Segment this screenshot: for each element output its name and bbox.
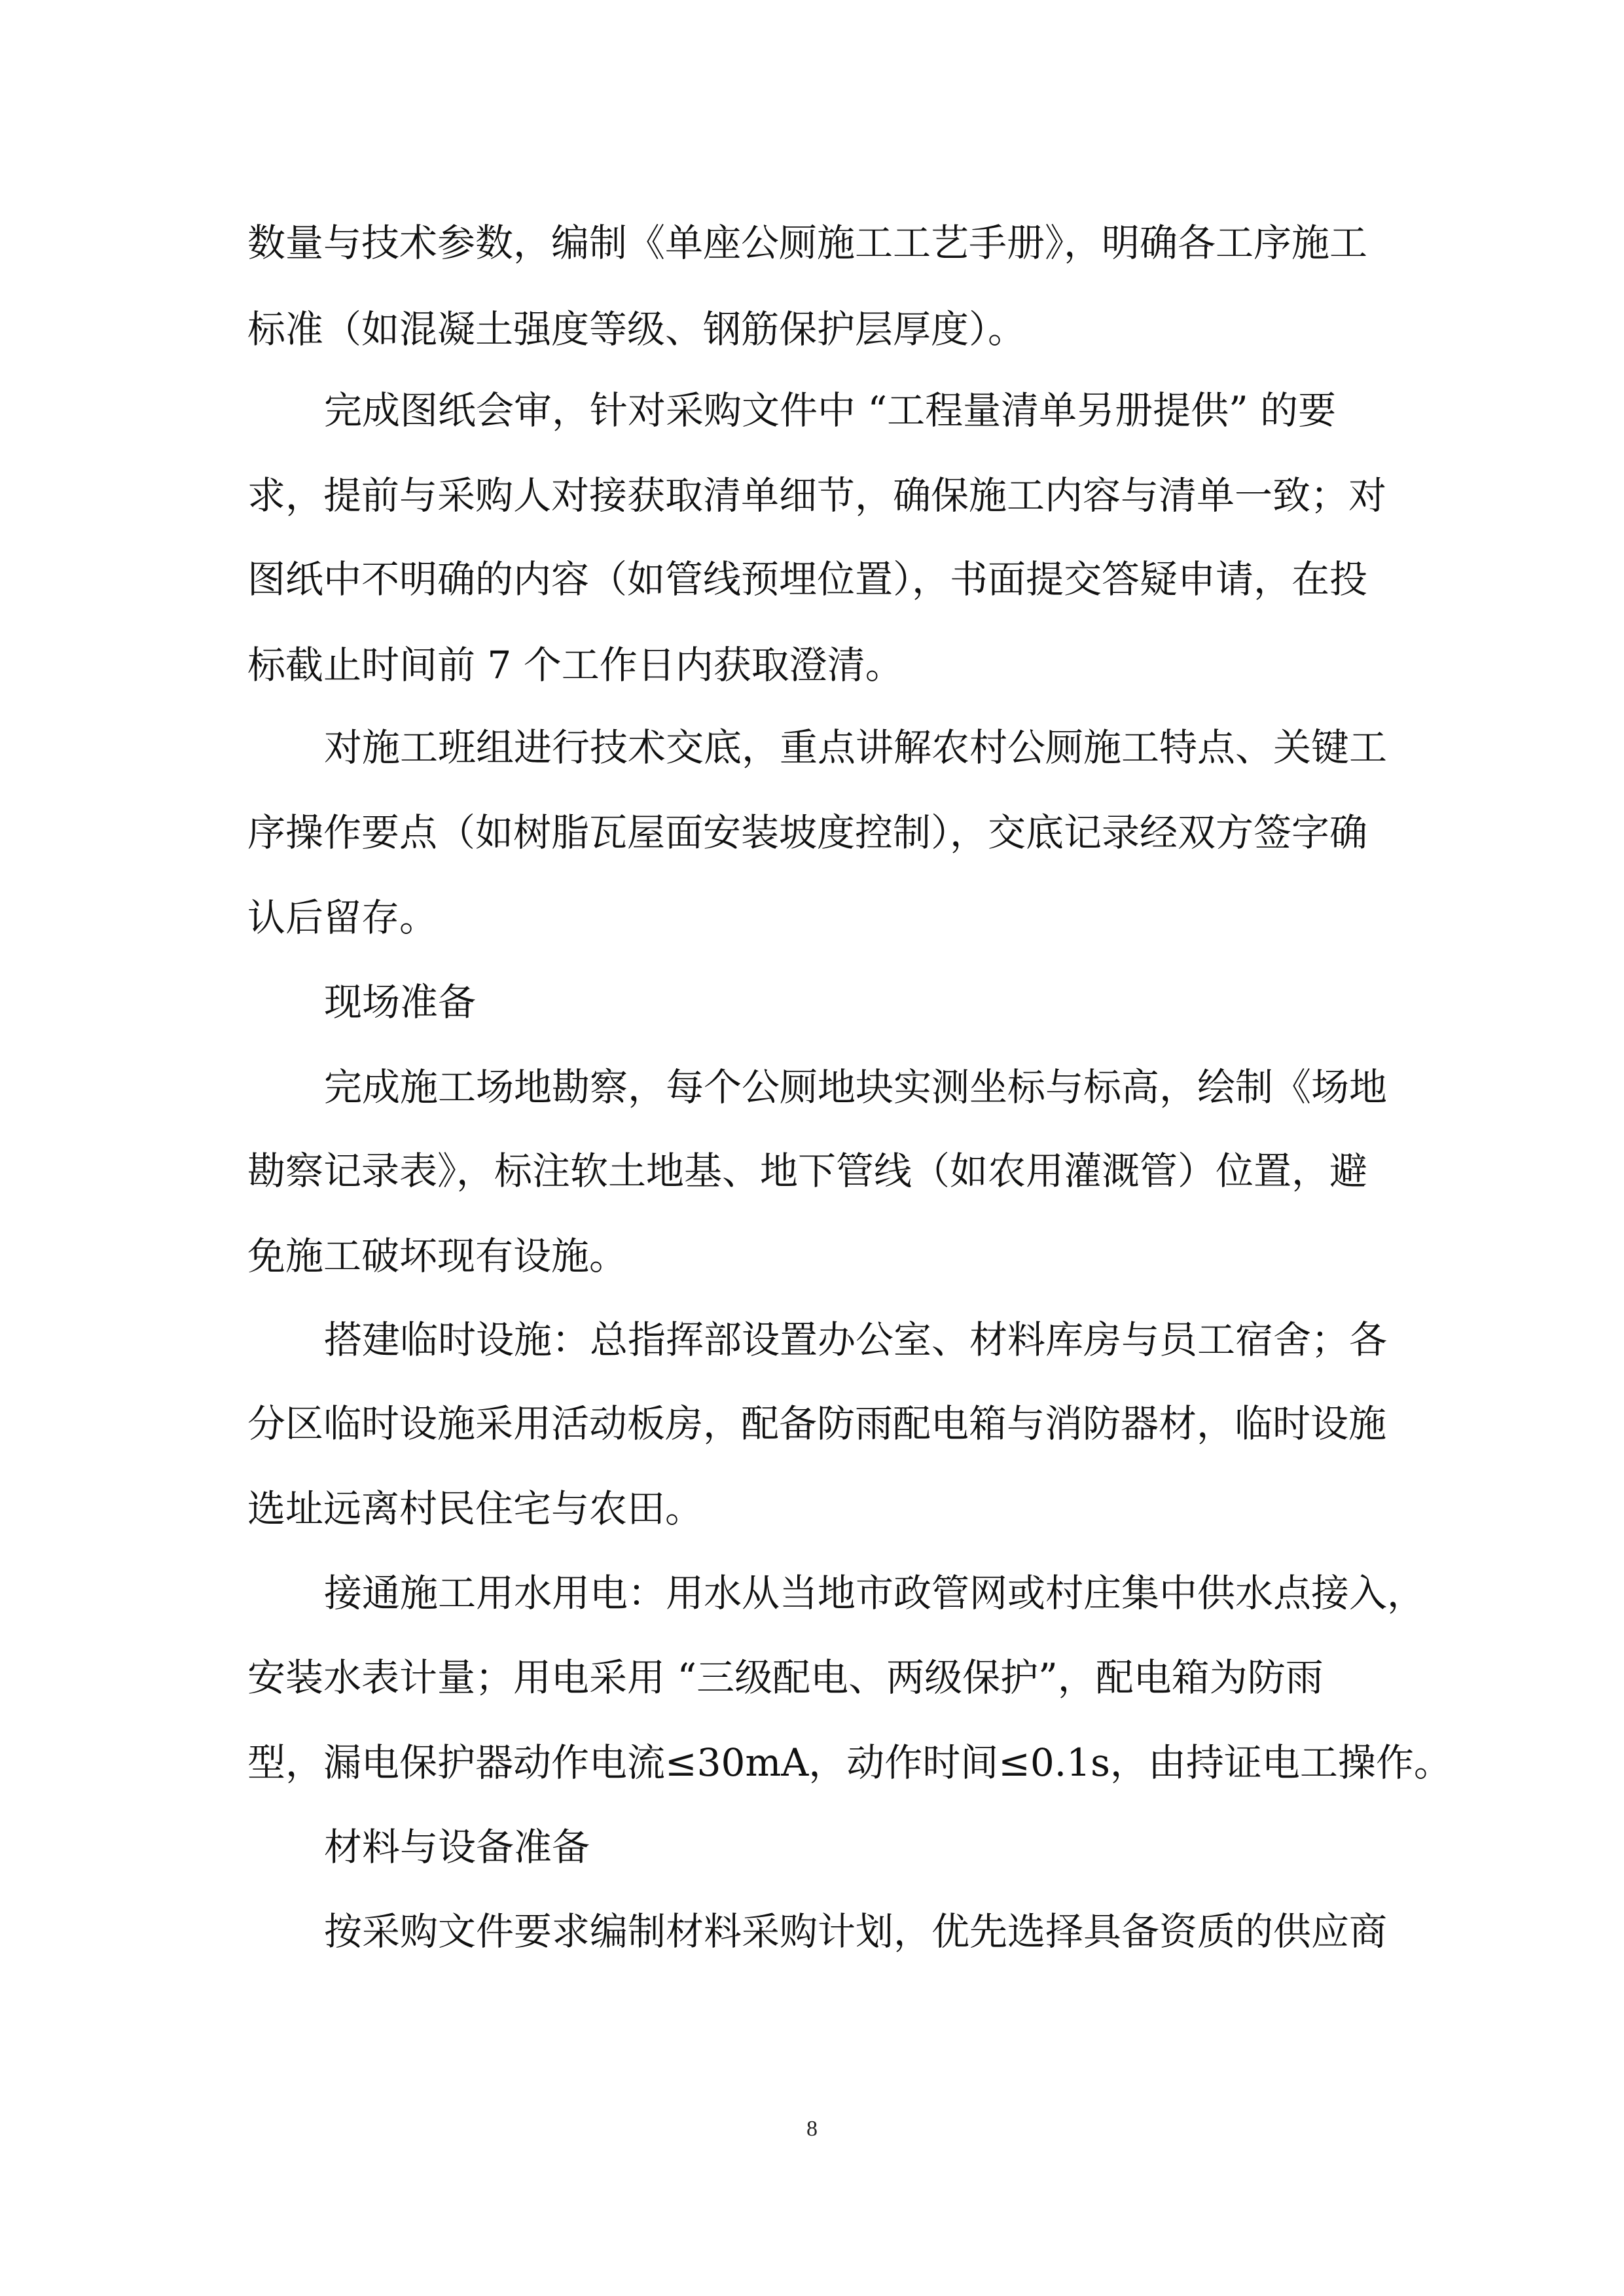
text-line-13: 免施工破坏现有设施。 [247,1234,628,1278]
text-line-1: 数量与技术参数，编制《单座公厕施工工艺手册》，明确各工序施工 [247,221,1368,265]
section-heading-site-preparation: 现场准备 [324,980,477,1024]
text-line-16: 选址远离村民住宅与农田。 [247,1486,704,1531]
text-line-12: 勘察记录表》，标注软土地基、地下管线（如农用灌溉管）位置，避 [247,1149,1368,1193]
text-line-3: 完成图纸会审，针对采购文件中 “工程量清单另册提供” 的要 [324,388,1337,433]
text-line-15: 分区临时设施采用活动板房，配备防雨配电箱与消防器材，临时设施 [247,1401,1387,1446]
text-line-6: 标截止时间前 7 个工作日内获取澄清。 [247,643,903,687]
text-line-11: 完成施工场地勘察，每个公厕地块实测坐标与标高，绘制《场地 [324,1065,1388,1109]
text-line-7: 对施工班组进行技术交底，重点讲解农村公厕施工特点、关键工 [324,725,1388,770]
text-line-9: 认后留存。 [247,895,438,940]
text-line-17: 接通施工用水用电：用水从当地市政管网或村庄集中供水点接入， [324,1571,1426,1615]
text-line-8: 序操作要点（如树脂瓦屋面安装坡度控制），交底记录经双方签字确 [247,810,1368,855]
page-number: 8 [806,2117,818,2141]
text-line-19: 型，漏电保护器动作电流≤30mA，动作时间≤0.1s，由持证电工操作。 [247,1740,1452,1785]
text-line-4: 求，提前与采购人对接获取清单细节，确保施工内容与清单一致；对 [247,473,1387,518]
text-line-18: 安装水表计量；用电采用 “三级配电、两级保护”，配电箱为防雨 [247,1655,1324,1700]
text-line-14: 搭建临时设施：总指挥部设置办公室、材料库房与员工宿舍；各 [324,1318,1388,1362]
text-line-2: 标准（如混凝土强度等级、钢筋保护层厚度）。 [247,307,1026,351]
text-line-5: 图纸中不明确的内容（如管线预埋位置），书面提交答疑申请，在投 [247,557,1368,601]
text-line-21: 按采购文件要求编制材料采购计划，优先选择具备资质的供应商 [324,1909,1388,1954]
section-heading-material-equipment: 材料与设备准备 [324,1825,590,1869]
